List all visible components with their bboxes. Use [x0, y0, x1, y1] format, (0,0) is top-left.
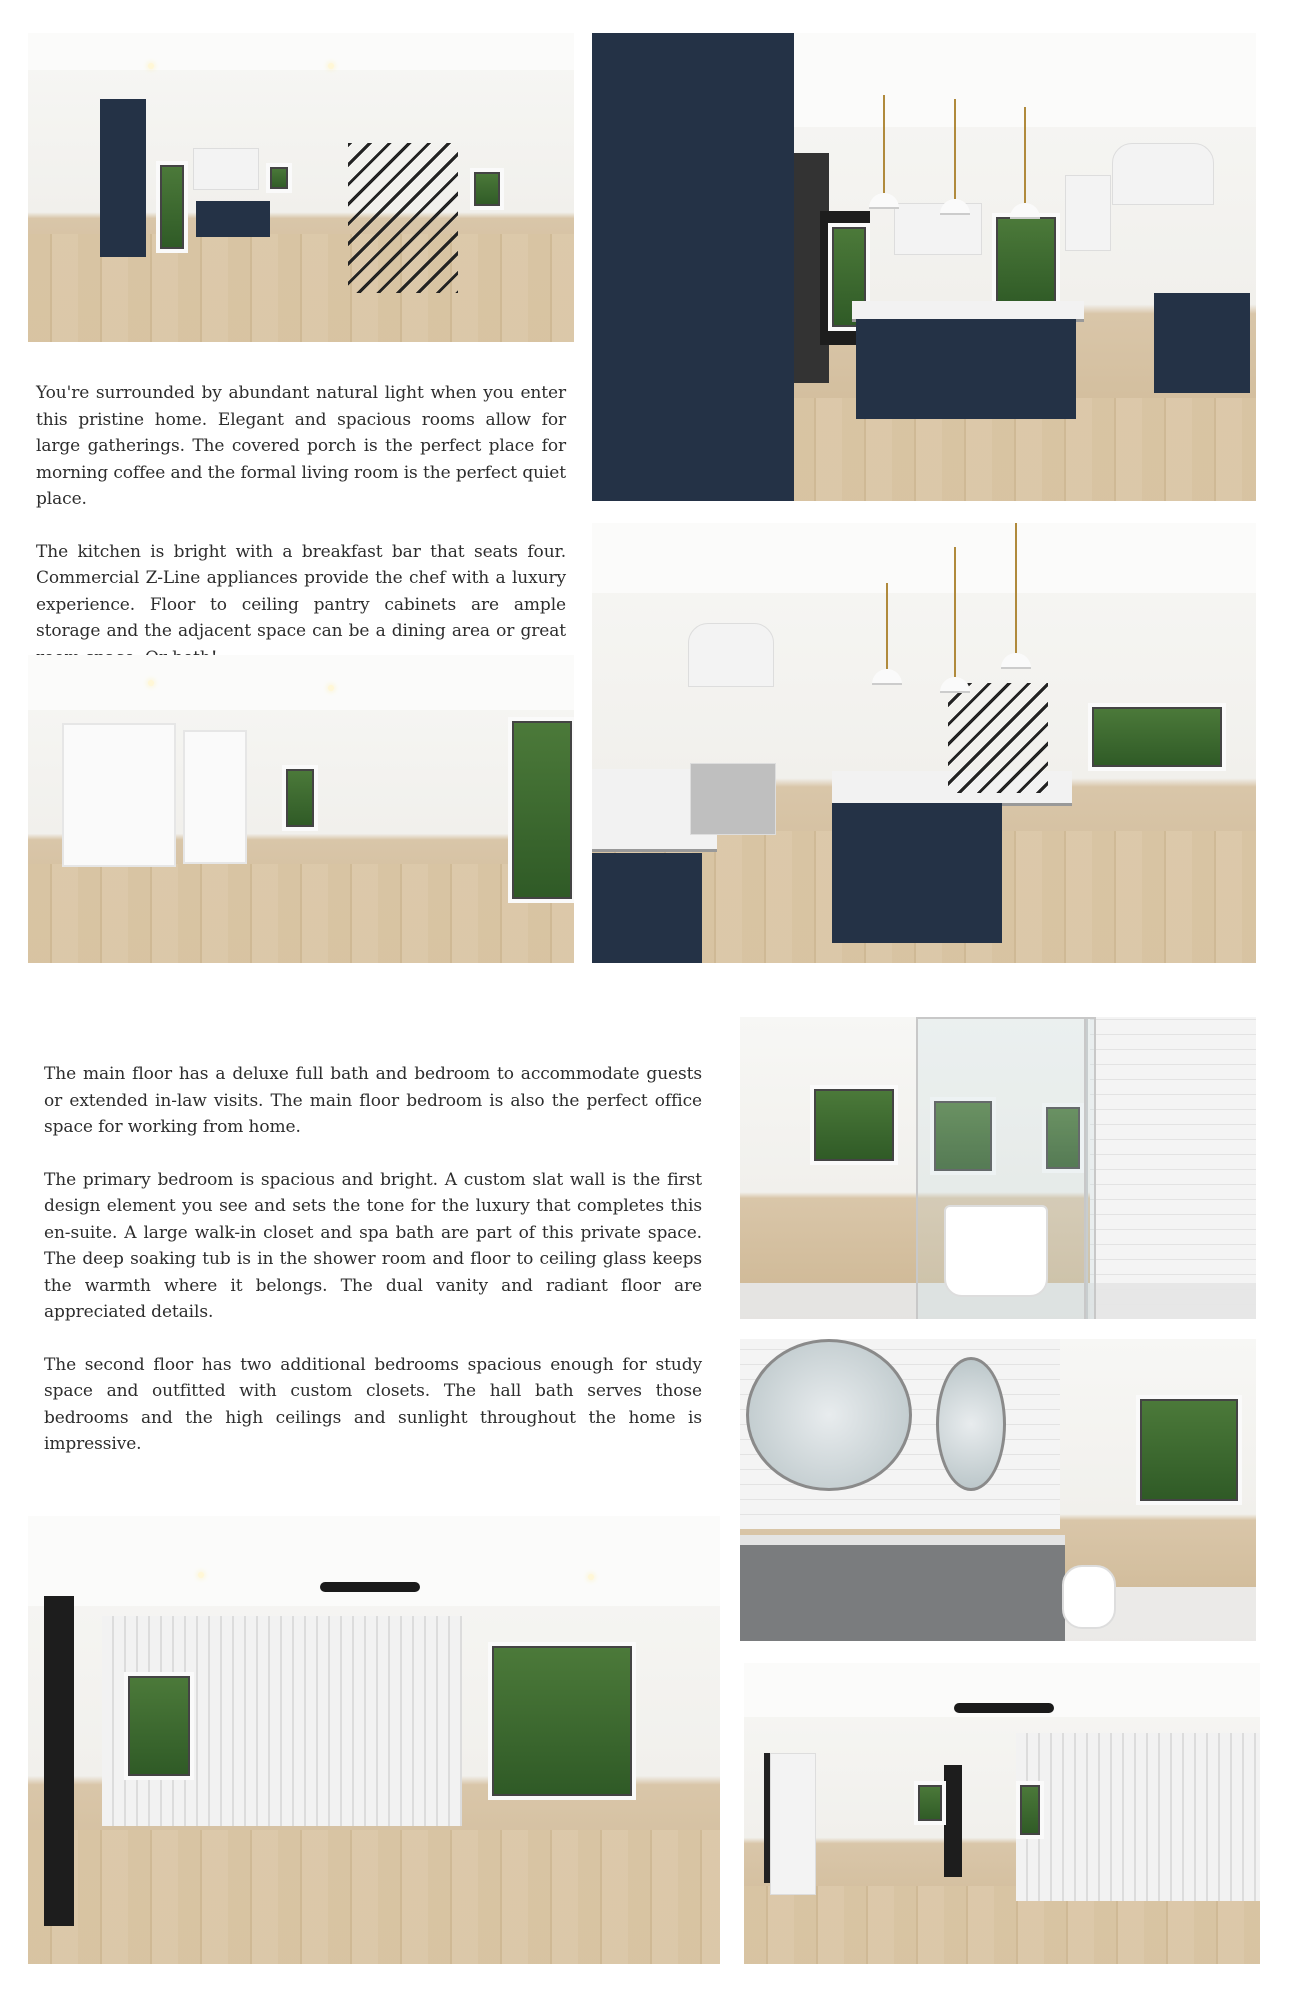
photo-kitchen-island-range	[592, 523, 1256, 963]
intro-description	[36, 380, 566, 697]
photo-bedroom-ensuite-view	[744, 1663, 1260, 1964]
photo-shower-soaking-tub	[740, 1017, 1256, 1319]
bedrooms-baths-description	[44, 1061, 702, 1484]
intro-paragraph-kitchen: The kitchen is bright with a breakfast bar that seats four. Commercial Z-Line appliances provide the chef with a luxury experience. Floor to ceiling pantry cabinets are ample storage and the adjacent space can be a dining area or great	[36, 541, 566, 641]
photo-dual-vanity	[740, 1339, 1256, 1641]
photo-formal-living-room	[28, 655, 574, 963]
photo-primary-bedroom-slat-wall	[28, 1516, 720, 1964]
intro-paragraph-entry: You're surrounded by abundant natural light when you enter this pristine home. Elegant and spacious rooms allow for large gatherings. The covered porch is the perfect place for morning coffee and the formal living room is the perfect quiet place.	[36, 383, 566, 509]
paragraph-main-floor: The main floor has a deluxe full bath and bedroom to accommodate guests or extended in-law visits. The main floor bedroom is also the perfect office space for working from home.	[44, 1064, 702, 1137]
paragraph-primary-bedroom: The primary bedroom is spacious and bright. A custom slat wall is the first design element you see and sets the tone for the luxury that completes this en-suite. A large walk-in closet and spa bath are part of this private space. The deep soaking tub is in the shower room and floor to ceiling glass keeps the warmth where it belongs. The dual vanity and radiant floor are appreciated details.	[44, 1169, 702, 1322]
photo-kitchen-pantry-cabinets	[592, 33, 1256, 501]
photo-entry-living-room	[28, 33, 574, 342]
paragraph-second-floor: The second floor has two additional bedrooms spacious enough for study space and outfitted with custom closets. The hall bath serves those bedrooms and the high ceilings and sunlight throughout the home is impressive.	[44, 1354, 702, 1454]
